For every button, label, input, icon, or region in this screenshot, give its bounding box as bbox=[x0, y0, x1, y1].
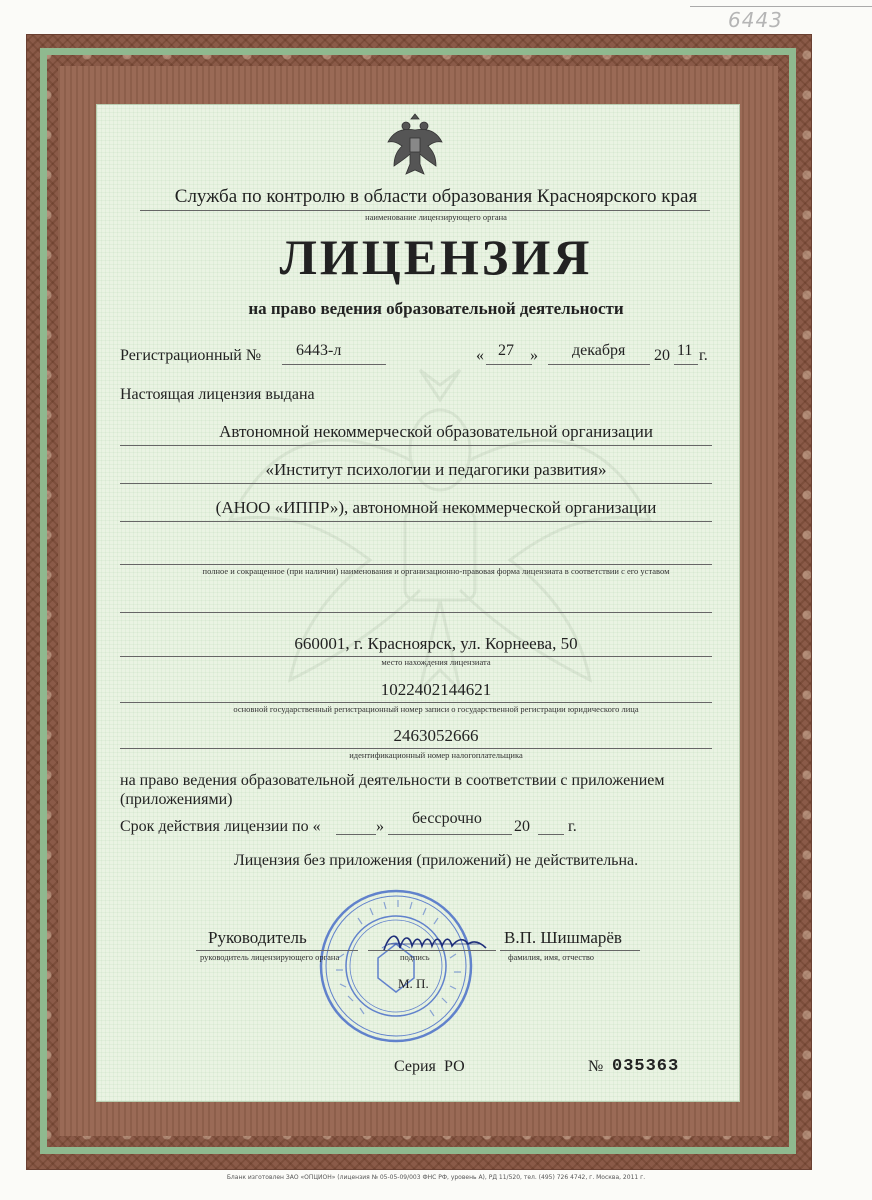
coat-of-arms-emblem bbox=[386, 112, 444, 180]
validity-year-prefix: 20 bbox=[514, 818, 530, 835]
licensee-line-2: «Институт психологии и педагогики развития» bbox=[265, 460, 607, 479]
licensee-underline-1 bbox=[120, 445, 712, 446]
issuer-underline bbox=[140, 210, 710, 211]
inn-caption: идентификационный номер налогоплательщика bbox=[349, 750, 523, 760]
series-number-label: № bbox=[588, 1058, 604, 1075]
signatory-role-underline bbox=[196, 950, 358, 951]
licensee-underline-5 bbox=[120, 612, 712, 613]
signatory-name: В.П. Шишмарёв bbox=[504, 928, 622, 947]
validity-day-underline bbox=[336, 834, 376, 835]
validity-value-underline bbox=[388, 834, 512, 835]
registration-year-unit: г. bbox=[699, 347, 708, 364]
registration-label: Регистрационный № bbox=[120, 347, 262, 364]
appendix-text-line-1: на право ведения образовательной деятельности в соответствии с приложением bbox=[120, 772, 665, 789]
licensee-underline-3 bbox=[120, 521, 712, 522]
registration-day-underline bbox=[486, 364, 532, 365]
ogrn-value: 1022402144621 bbox=[380, 680, 492, 699]
validity-notice: Лицензия без приложения (приложений) не действительна. bbox=[233, 852, 639, 869]
registration-number-underline bbox=[282, 364, 386, 365]
registration-year-underline bbox=[674, 364, 698, 365]
ogrn-caption: основной государственный регистрационный номер записи о государственной регистрации юридического лица bbox=[233, 704, 639, 714]
issued-to-label: Настоящая лицензия выдана bbox=[120, 386, 315, 403]
signatory-role: Руководитель bbox=[208, 928, 307, 947]
registration-month-underline bbox=[548, 364, 650, 365]
registration-year-prefix: 20 bbox=[654, 347, 670, 364]
licensee-line-1: Автономной некоммерческой образовательной организации bbox=[219, 422, 653, 441]
document-subtitle: на право ведения образовательной деятельности bbox=[248, 299, 624, 318]
registration-month: декабря bbox=[572, 342, 626, 359]
licensee-underline-2 bbox=[120, 483, 712, 484]
registration-open-quote: « bbox=[476, 347, 484, 364]
licensee-caption: полное и сокращенное (при наличии) наименования и организационно-правовая форма лицензиата в соответствии с его уставом bbox=[202, 566, 670, 576]
validity-label: Срок действия лицензии по « bbox=[120, 818, 321, 835]
inn-underline bbox=[120, 748, 712, 749]
registration-number: 6443-л bbox=[296, 342, 342, 359]
signature-scribble bbox=[380, 928, 490, 962]
signatory-name-underline bbox=[500, 950, 640, 951]
signature-caption: подпись bbox=[400, 952, 430, 962]
pencil-line bbox=[690, 6, 872, 7]
official-stamp bbox=[318, 888, 474, 1044]
registration-day: 27 bbox=[498, 342, 514, 359]
signature-underline bbox=[368, 950, 496, 951]
validity-year-unit: г. bbox=[568, 818, 577, 835]
series-number: 035363 bbox=[612, 1057, 680, 1076]
registration-year-suffix: 11 bbox=[677, 342, 693, 359]
ogrn-underline bbox=[120, 702, 712, 703]
address-value: 660001, г. Красноярск, ул. Корнеева, 50 bbox=[294, 634, 578, 653]
issuer-name: Служба по контролю в области образования Красноярского края bbox=[174, 186, 698, 207]
validity-close-quote: » bbox=[376, 818, 384, 835]
address-caption: место нахождения лицензиата bbox=[381, 657, 491, 667]
validity-year-underline bbox=[538, 834, 564, 835]
licensee-line-3: (АНОО «ИППР»), автономной некоммерческой организации bbox=[215, 498, 657, 517]
document-title: ЛИЦЕНЗИЯ bbox=[279, 229, 593, 285]
series-label: Серия bbox=[394, 1058, 436, 1075]
signatory-name-caption: фамилия, имя, отчество bbox=[508, 952, 595, 962]
corner-handwritten-note: 6443 bbox=[728, 8, 783, 32]
printer-footer: Бланк изготовлен ЗАО «ОПЦИОН» (лицензия № 05-05-09/003 ФНС РФ, уровень А), РД 11/520, тел. (495) 726 4742, г. Москва, 2011 г. bbox=[226, 1174, 646, 1181]
issuer-caption: наименование лицензирующего органа bbox=[365, 212, 507, 222]
licensee-underline-4 bbox=[120, 564, 712, 565]
signatory-role-caption: руководитель лицензирующего органа bbox=[200, 952, 340, 962]
appendix-text-line-2: (приложениями) bbox=[120, 791, 233, 808]
series-value: РО bbox=[444, 1058, 465, 1075]
seal-place-mark: М. П. bbox=[398, 976, 429, 991]
inn-value: 2463052666 bbox=[393, 726, 479, 745]
validity-value: бессрочно bbox=[412, 810, 482, 827]
registration-close-quote: » bbox=[530, 347, 538, 364]
